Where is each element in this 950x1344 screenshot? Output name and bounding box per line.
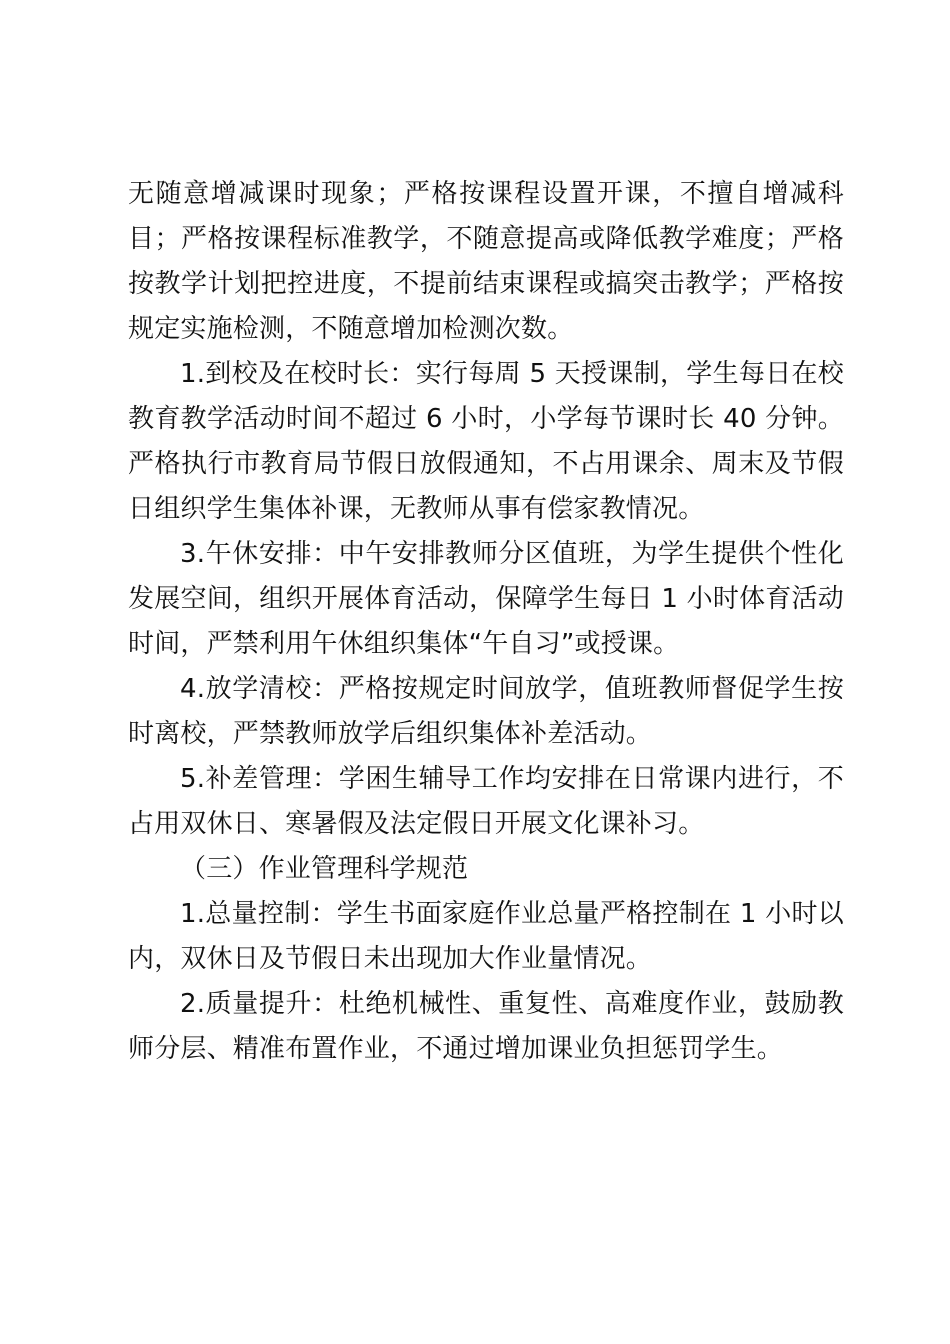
paragraph-homework-quality: 2.质量提升：杜绝机械性、重复性、高难度作业，鼓励教师分层、精准布置作业，不通过增加课业负担惩罚学生。 (128, 989, 844, 1064)
section-heading-homework: （三）作业管理科学规范 (180, 854, 469, 884)
paragraph-remedial: 5.补差管理：学困生辅导工作均安排在日常课内进行，不占用双休日、寒暑假及法定假日开展文化课补习。 (128, 764, 844, 839)
document-body (128, 172, 844, 1072)
paragraph-continuation: 无随意增减课时现象；严格按课程设置开课，不擅自增减科目；严格按课程标准教学，不随意提高或降低教学难度；严格按教学计划把控进度，不提前结束课程或搞突击教学；严格按规定实施检测，不随意增加检测次数。 (128, 179, 844, 344)
paragraph-dismissal: 4.放学清校：严格按规定时间放学，值班教师督促学生按时离校，严禁教师放学后组织集体补差活动。 (128, 674, 844, 749)
paragraph-noon-break: 3.午休安排：中午安排教师分区值班，为学生提供个性化发展空间，组织开展体育活动，保障学生每日 1 小时体育活动时间，严禁利用午休组织集体“午自习”或授课。 (128, 539, 844, 659)
paragraph-homework-total: 1.总量控制：学生书面家庭作业总量严格控制在 1 小时以内，双休日及节假日未出现加大作业量情况。 (128, 899, 844, 974)
paragraph-school-hours: 1.到校及在校时长：实行每周 5 天授课制，学生每日在校教育教学活动时间不超过 6 小时，小学每节课时长 40 分钟。严格执行市教育局节假日放假通知，不占用课余、周末及节假日组织学生集体补课，无教师从事有偿家教情况。 (128, 359, 844, 524)
